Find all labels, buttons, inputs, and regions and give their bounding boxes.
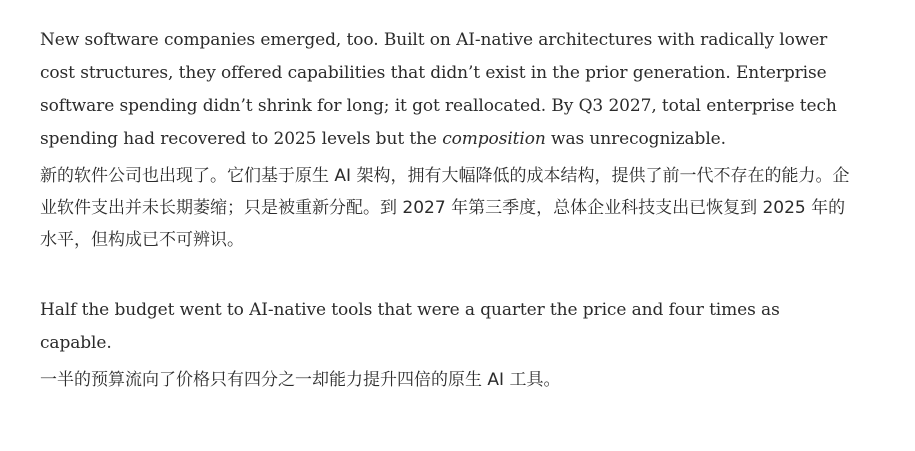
english-text-part-1: New software companies emerged, too. Built on AI-native architectures with radically lower cost structures, they offered capabilities that didn’t exist in the prior generation. Enterprise software spending didn’t shrink for long; it got reallocated. By Q3 2027, total enterprise tech spending had recovered to 2025 levels but the [40, 30, 837, 149]
chinese-paragraph-1: 新的软件公司也出现了。它们基于原生 AI 架构，拥有大幅降低的成本结构，提供了前一代不存在的能力。企业软件支出并未长期萎缩；只是被重新分配。到 2027 年第三季度，总体企业科技支出已恢复到 2025 年的水平，但构成已不可辨识。 [40, 166, 850, 250]
emphasis-composition: composition [442, 129, 546, 149]
paragraph-block-2 [40, 294, 855, 396]
chinese-paragraph-2: 一半的预算流向了价格只有四分之一却能力提升四倍的原生 AI 工具。 [40, 370, 561, 390]
article-body [40, 24, 855, 396]
english-paragraph-2: Half the budget went to AI-native tools that were a quarter the price and four times as capable. [40, 300, 780, 353]
paragraph-block-1 [40, 24, 855, 256]
english-paragraph-1 [40, 24, 855, 156]
english-text-part-2: was unrecognizable. [545, 129, 726, 149]
